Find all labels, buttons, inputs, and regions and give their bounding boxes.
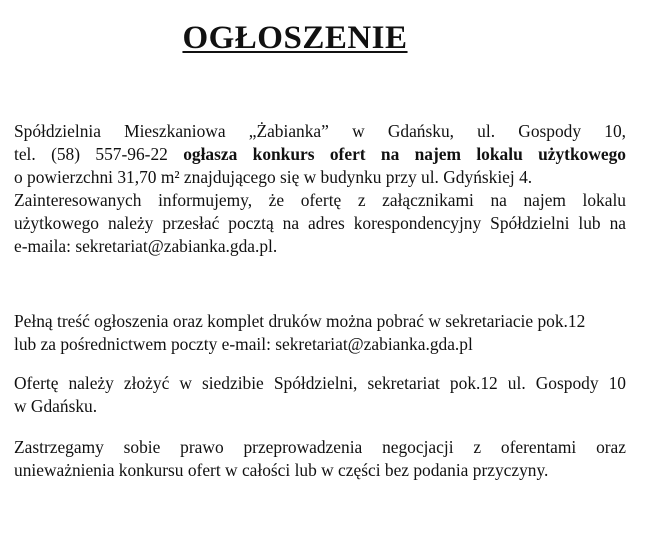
paragraph-line: Zastrzegamy sobie prawo przeprowadzenia negocjacji z oferentami oraz <box>14 437 626 457</box>
announcement-paragraph-reservation <box>14 436 626 482</box>
phone-text: tel. (58) 557-96-22 <box>14 144 168 164</box>
paragraph-line: Spółdzielnia Mieszkaniowa „Żabianka” w Gdańsku, ul. Gospody 10, <box>14 121 626 141</box>
paragraph-line: Pełną treść ogłoszenia oraz komplet druków można pobrać w sekretariacie pok.12 <box>14 311 586 331</box>
paragraph-line: Zainteresowanych informujemy, że ofertę z załącznikami na najem lokalu <box>14 190 626 210</box>
paragraph-line: Ofertę należy złożyć w siedzibie Spółdzielni, sekretariat pok.12 ul. Gospody 10 <box>14 373 626 393</box>
announcement-paragraph-submission <box>14 372 626 418</box>
paragraph-line: unieważnienia konkursu ofert w całości lub w części bez podania przyczyny. <box>14 460 549 480</box>
page-title: OGŁOSZENIE <box>182 20 408 56</box>
email-line: e-maila: sekretariat@zabianka.gda.pl. <box>14 236 278 256</box>
paragraph-line-with-emphasis <box>14 143 626 166</box>
paragraph-line: lub za pośrednictwem poczty e-mail: sekretariat@zabianka.gda.pl <box>14 334 473 354</box>
paragraph-line: użytkowego należy przesłać pocztą na adres korespondencyjny Spółdzielni lub na <box>14 213 626 233</box>
paragraph-line: o powierzchni 31,70 m² znajdującego się w budynku przy ul. Gdyńskiej 4. <box>14 167 533 187</box>
paragraph-line: w Gdańsku. <box>14 396 98 416</box>
contest-announcement-text: ogłasza konkurs ofert na najem lokalu użytkowego <box>183 144 626 164</box>
announcement-paragraph-documents <box>14 310 626 356</box>
announcement-paragraph-main <box>14 120 626 258</box>
